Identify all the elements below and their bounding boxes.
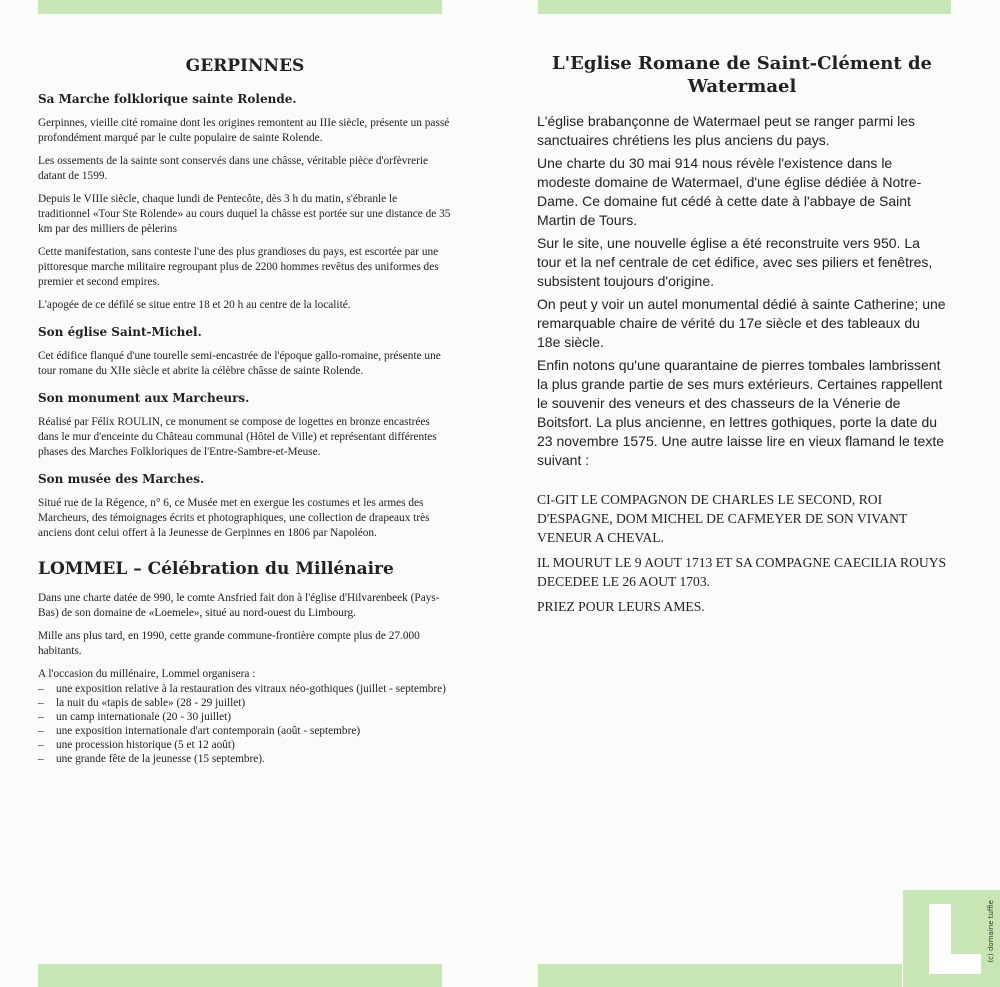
gerpinnes-title: GERPINNES [185,56,305,76]
paragraph: Enfin notons qu'une quarantaine de pierres tombales lambrissent la plus grande partie de ses murs extérieurs. Certaines rappellent le souvenir des veneurs et des chasseurs de la Vénerie de Boitsfort. La plus ancienne, en lettres gothiques, porte la date du 23 novembre 1575. Une autre laisse lire en vieux flamand le texte suivant : [537,357,945,468]
section-heading-marche: Sa Marche folklorique sainte Rolende. [38,92,297,106]
right-column [537,52,947,622]
event-list [38,682,452,766]
logo-text: (c) domaine tuffie [987,900,995,963]
publisher-logo [903,890,1000,987]
watermael-title: L'Eglise Romane de Saint-Clément de Watermael [552,53,932,97]
paragraph: L'apogée de ce défilé se situe entre 18 et 20 h au centre de la localité. [38,299,351,311]
bottom-bar-right [538,964,902,987]
paragraph: Sur le site, une nouvelle église a été reconstruite vers 950. La tour et la nef centrale de cet édifice, avec ses piliers et fenêtres, subsistent toujours d'origine. [537,235,933,289]
paragraph: Situé rue de la Régence, n° 6, ce Musée met en exergue les costumes et les armes des Marcheurs, des témoignages écrits et photographiques, une collection de drapeaux très anciens dont celui offert à la Jeunesse de Gerpinnes en 1806 par Napoléon. [38,497,430,539]
paragraph: L'église brabançonne de Watermael peut se ranger parmi les sanctuaires chrétiens les plus anciens du pays. [537,113,916,148]
paragraph: Réalisé par Félix ROULIN, ce monument se compose de logettes en bronze encastrées dans le mur d'enceinte du Château communal (Hôtel de Ville) et représentant différentes phases des Marches Folkloriques de l'Entre-Sambre-et-Meuse. [38,416,437,458]
top-bar-left [38,0,442,14]
section-heading-monument: Son monument aux Marcheurs. [38,391,250,405]
l-letter-icon [929,904,981,974]
epitaph-line: CI-GIT LE COMPAGNON DE CHARLES LE SECOND, ROI D'ESPAGNE, DOM MICHEL DE CAFMEYER DE SON VIVANT VENEUR A CHEVAL. [537,492,908,545]
list-item: – la nuit du «tapis de sable» (28 - 29 juillet) [38,696,452,710]
paragraph: Cette manifestation, sans conteste l'une des plus grandioses du pays, est escortée par une pittoresque marche militaire regroupant plus de 2200 hommes revêtus des uniformes des premier et second empires. [38,246,439,288]
paragraph: Dans une charte datée de 990, le comte Ansfried fait don à l'église d'Hilvarenbeek (Pays-Bas) de son domaine de «Loemele», situé au nord-ouest du Limbourg. [38,592,440,619]
left-column [38,54,452,766]
list-item: – une exposition relative à la restauration des vitraux néo-gothiques (juillet - septembre) [38,682,452,696]
paragraph: Une charte du 30 mai 914 nous révèle l'existence dans le modeste domaine de Watermael, d'une église dédiée à Notre-Dame. Ce domaine fut cédé à cette date à l'abbaye de Saint Martin de Tours. [537,155,922,228]
paragraph: A l'occasion du millénaire, Lommel organisera : [38,668,256,680]
list-item: – une grande fête de la jeunesse (15 septembre). [38,752,452,766]
list-item: – une exposition internationale d'art contemporain (août - septembre) [38,724,452,738]
top-bar-right [538,0,951,14]
paragraph: Cet édifice flanqué d'une tourelle semi-encastrée de l'époque gallo-romaine, présente une tour romane du XIIe siècle et abrite la célèbre châsse de sainte Rolende. [38,350,441,377]
paragraph: Depuis le VIIIe siècle, chaque lundi de Pentecôte, dès 3 h du matin, s'ébranle le traditionnel «Tour Ste Rolende» au cours duquel la châsse est portée sur une distance de 35 km par des milliers de pèlerins [38,193,451,235]
epitaph-line: IL MOURUT LE 9 AOUT 1713 ET SA COMPAGNE CAECILIA ROUYS DECEDEE LE 26 AOUT 1703. [537,555,947,589]
section-heading-musee: Son musée des Marches. [38,472,205,486]
paragraph: Mille ans plus tard, en 1990, cette grande commune-frontière compte plus de 27.000 habitants. [38,630,420,657]
spacer [537,474,947,490]
paragraph: On peut y voir un autel monumental dédié à sainte Catherine; une remarquable chaire de vérité du 17e siècle et des tableaux du 18e siècle. [537,296,946,350]
paragraph: Gerpinnes, vieille cité romaine dont les origines remontent au IIIe siècle, présente un passé profondément marqué par le culte populaire de sainte Rolende. [38,117,450,144]
list-item: – une procession historique (5 et 12 août) [38,738,452,752]
epitaph-line: PRIEZ POUR LEURS AMES. [537,599,705,614]
section-heading-eglise: Son église Saint-Michel. [38,325,202,339]
bottom-bar-left [38,964,442,987]
paragraph: Les ossements de la sainte sont conservés dans une châsse, véritable pièce d'orfèvrerie datant de 1599. [38,155,429,182]
lommel-title: LOMMEL – Célébration du Millénaire [38,559,394,579]
list-item: – un camp internationale (20 - 30 juillet) [38,710,452,724]
